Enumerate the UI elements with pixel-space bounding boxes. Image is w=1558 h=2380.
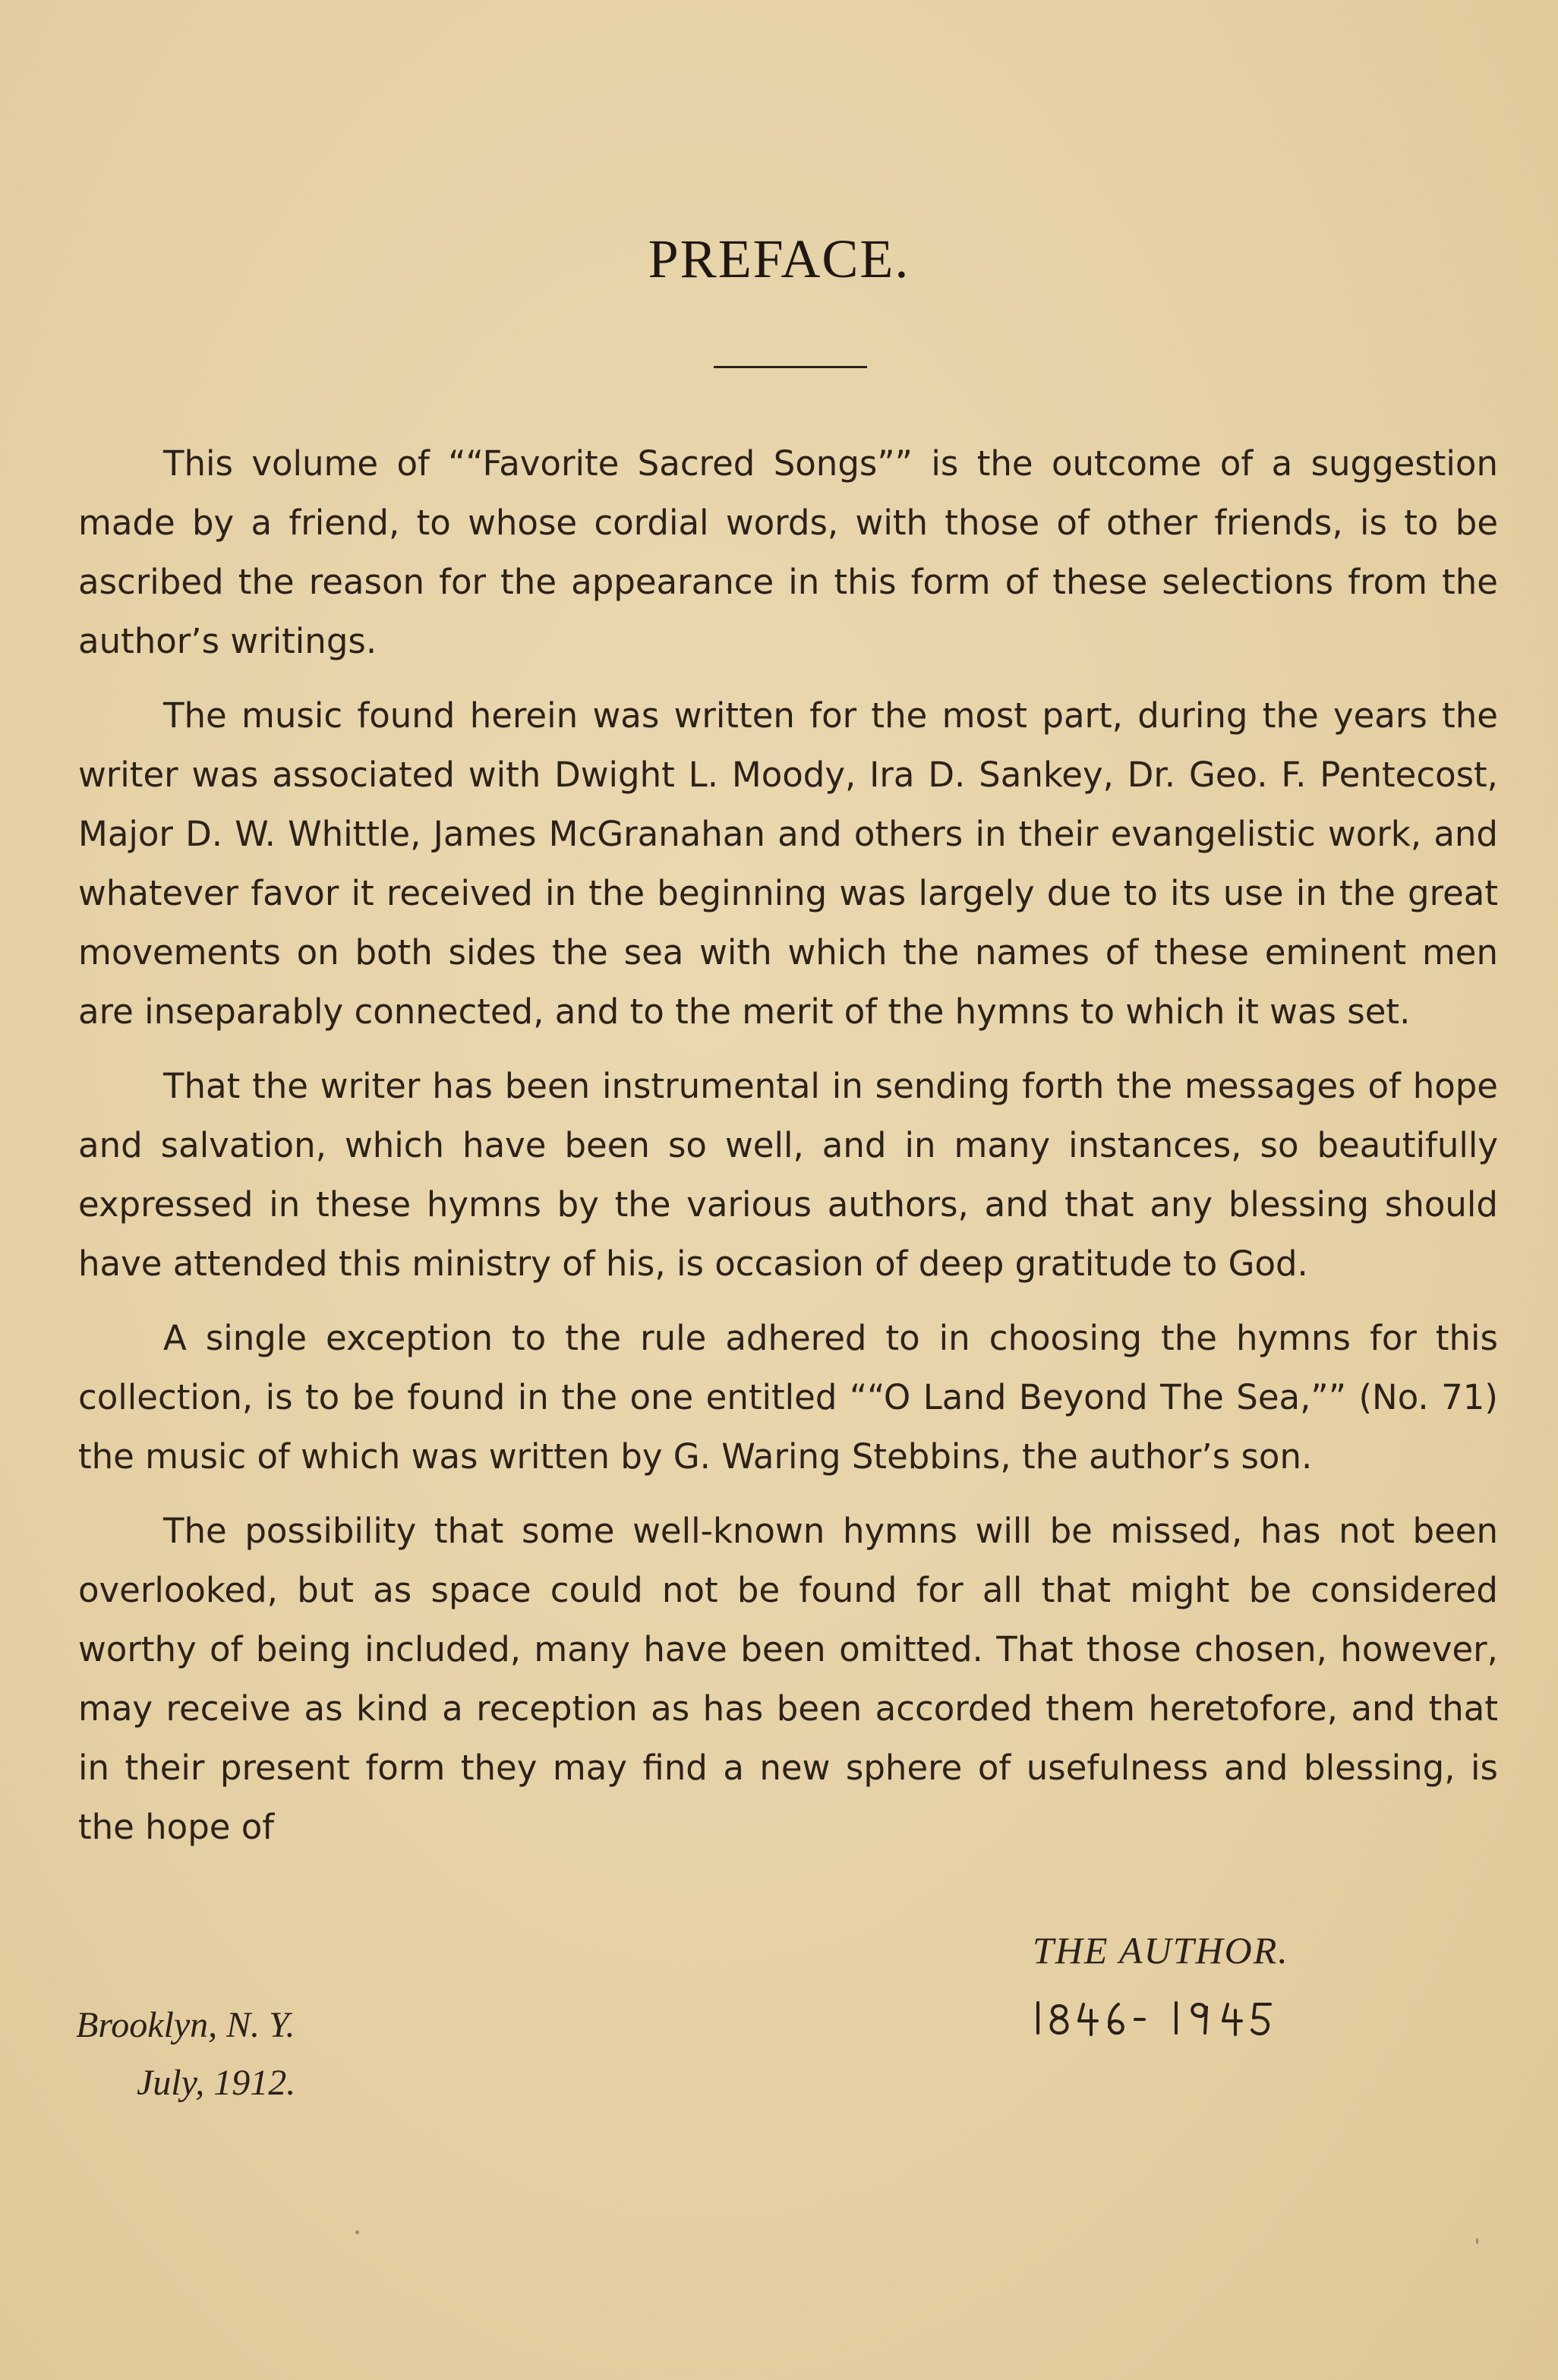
date-line: July, 1912.: [137, 2063, 296, 2103]
paper-speck: [355, 2230, 359, 2234]
paragraph-4: A single exception to the rule adhered to in choosing the hymns for this collection, is to be found in the one entitled ““O Land Beyond The Sea,”” (No. 71) the music of which was written by G. Waring Stebbins, the author’s son.: [78, 1318, 1498, 1477]
paragraph-5: The possibility that some well-known hymns will be missed, has not been overlooked, but as space could not be found for all that might be considered worthy of being included, many have been omitted. That those chosen, however, may receive as kind a reception as has been accorded them heretofore, and that in their present form they may find a new sphere of usefulness and blessing, is the hope of: [78, 1511, 1498, 1847]
preface-body: [78, 434, 1498, 1872]
handwritten-dates: [1029, 1989, 1332, 2050]
page-title: PREFACE.: [648, 229, 910, 289]
place-and-date: [76, 1997, 295, 2112]
place-line: Brooklyn, N. Y.: [76, 2005, 295, 2045]
paper-speck: [1476, 2238, 1478, 2244]
paragraph-1: This volume of ““Favorite Sacred Songs”” is the outcome of a suggestion made by a friend, to whose cordial words, with those of other friends, is to be ascribed the reason for the appearance in this form of these selections from the author’s writings.: [78, 443, 1498, 661]
paragraph-3: That the writer has been instrumental in sending forth the messages of hope and salvation, which have been so well, and in many instances, so beautifully expressed in these hymns by the various authors, and that any blessing should have attended this ministry of his, is occasion of deep gratitude to God.: [78, 1066, 1498, 1284]
author-signature: THE AUTHOR.: [1033, 1929, 1289, 1972]
title-divider: [714, 366, 867, 368]
paragraph-2: The music found herein was written for the most part, during the years the writer was associated with Dwight L. Moody, Ira D. Sankey, Dr. Geo. F. Pentecost, Major D. W. Whittle, James McGranahan and others in their evangelistic work, and whatever favor it received in the beginning was largely due to its use in the great movements on both sides the sea with which the names of these eminent men are inseparably connected, and to the merit of the hymns to which it was set.: [78, 695, 1498, 1032]
